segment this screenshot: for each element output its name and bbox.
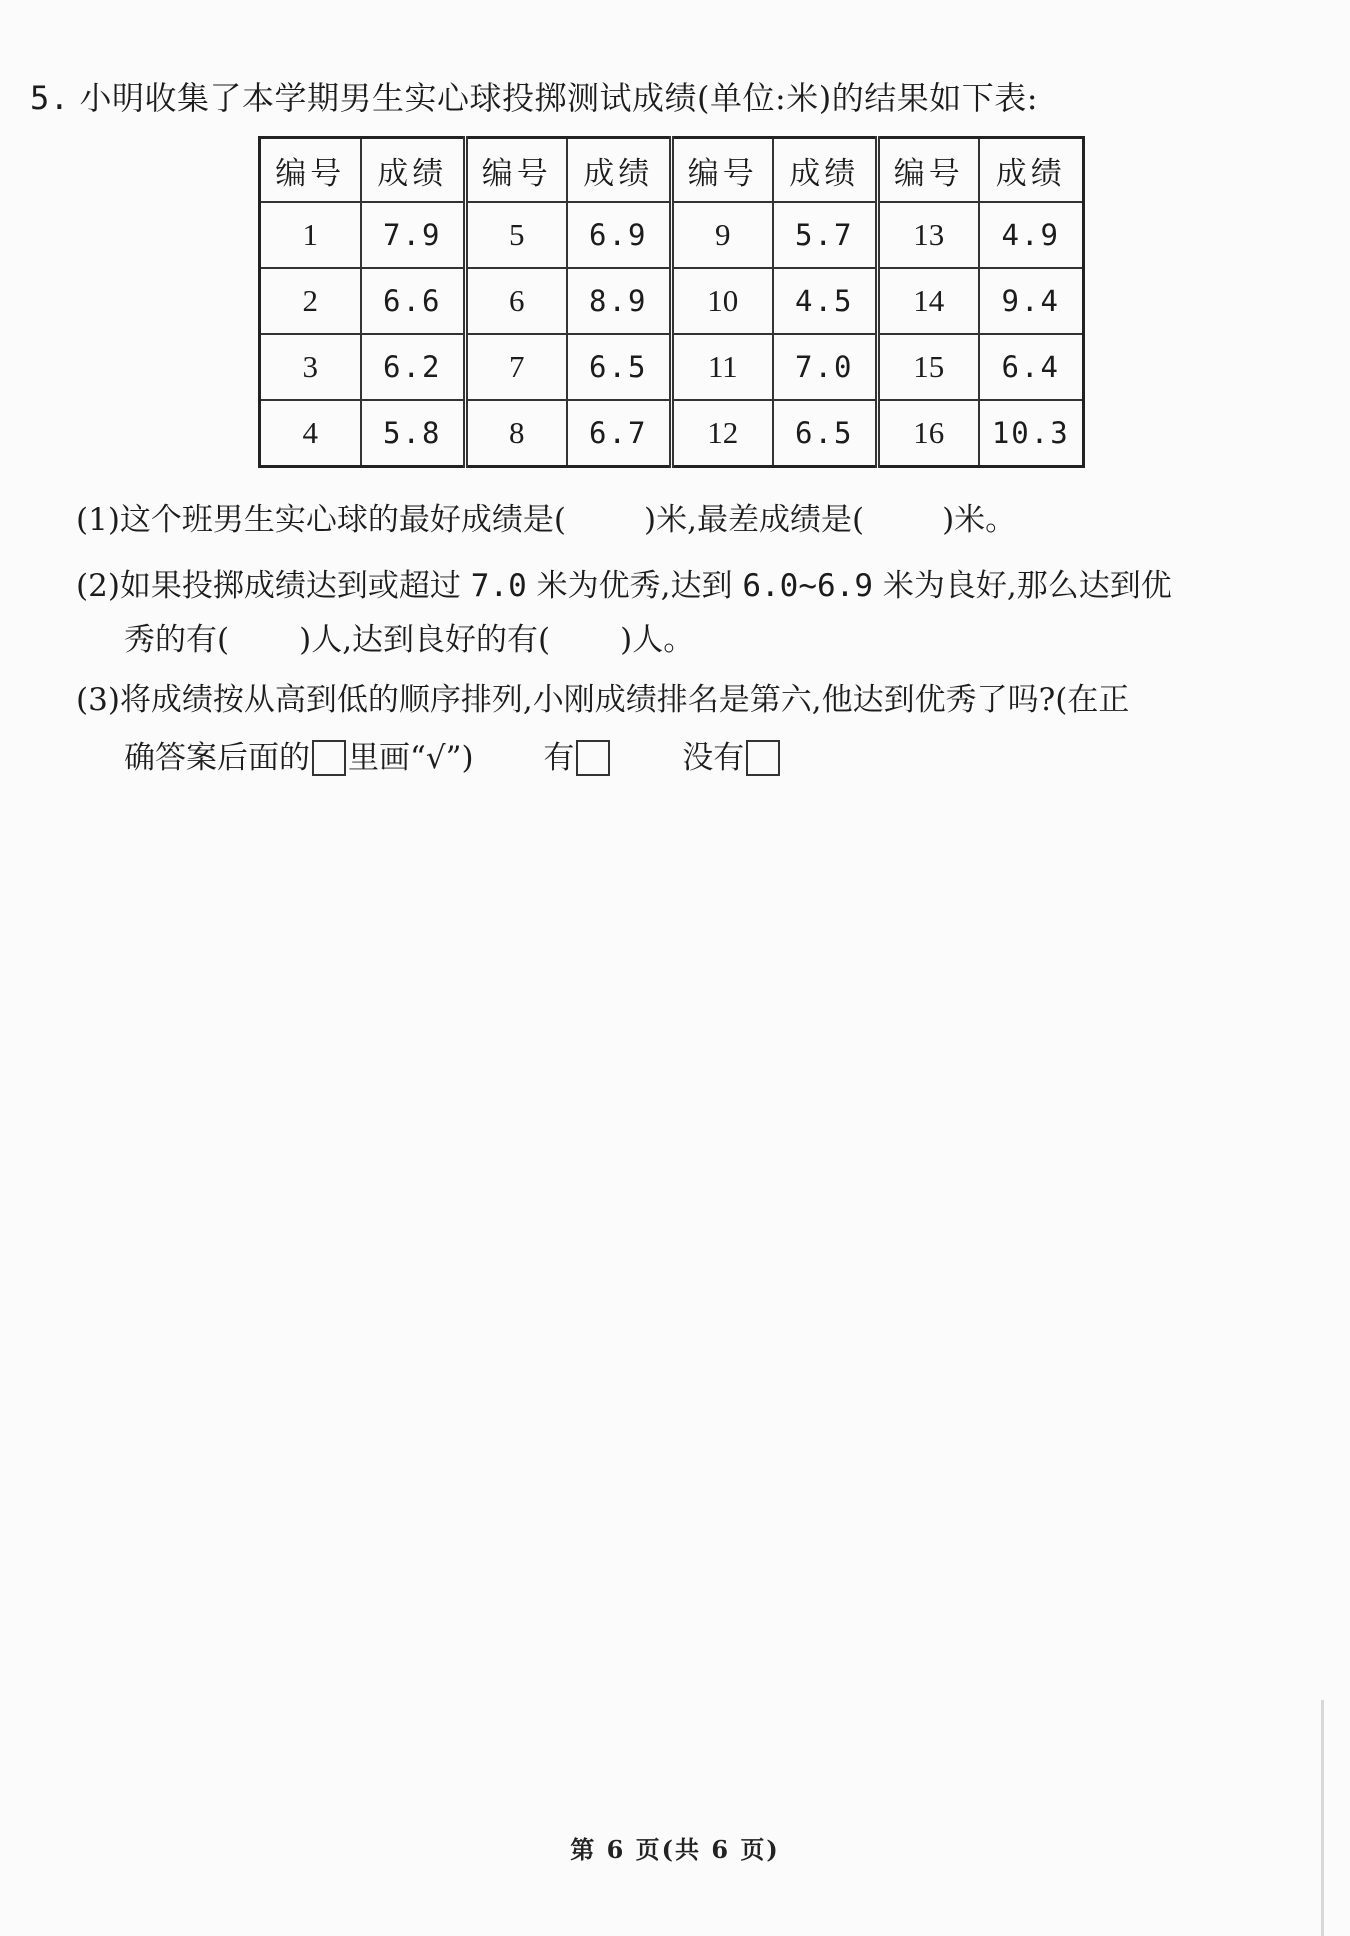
sub-question-1-text-b: )米,最差成绩是( — [644, 502, 865, 538]
cell-score: 8.9 — [567, 268, 672, 334]
option-yes-checkbox[interactable] — [576, 740, 610, 776]
sub-question-3-line-2 — [124, 738, 782, 778]
cell-id: 6 — [466, 268, 567, 334]
sub-question-1-label: (1) — [76, 502, 120, 538]
header-id: 编号 — [260, 138, 361, 203]
header-id: 编号 — [466, 138, 567, 203]
sub-question-3-text-b: 确答案后面的 — [124, 740, 310, 776]
sub-question-2-text-c: 米为良好,那么达到优 — [882, 568, 1172, 604]
cell-score: 6.5 — [773, 400, 878, 467]
cell-id: 3 — [260, 334, 361, 400]
sub-question-2 — [76, 566, 1172, 606]
sub-question-3-text-c: 里画“√”) — [348, 740, 474, 776]
sub-question-3-label: (3) — [76, 682, 120, 718]
table-row — [260, 268, 1084, 334]
cell-score: 6.9 — [567, 202, 672, 268]
cell-score: 7.0 — [773, 334, 878, 400]
cell-id: 7 — [466, 334, 567, 400]
cell-id: 10 — [672, 268, 773, 334]
sub-question-3 — [76, 680, 1129, 720]
cell-score: 5.7 — [773, 202, 878, 268]
cell-score: 5.8 — [361, 400, 466, 467]
header-score: 成绩 — [567, 138, 672, 203]
option-no — [682, 738, 782, 778]
cell-id: 15 — [878, 334, 979, 400]
option-no-label: 没有 — [682, 740, 745, 776]
cell-id: 9 — [672, 202, 773, 268]
cell-id: 11 — [672, 334, 773, 400]
question-text: 小明收集了本学期男生实心球投掷测试成绩(单位:米)的结果如下表: — [79, 79, 1039, 117]
header-score: 成绩 — [979, 138, 1084, 203]
question-title — [30, 78, 1038, 118]
cell-score: 4.5 — [773, 268, 878, 334]
sub-question-1-text-c: )米。 — [942, 502, 1017, 538]
cell-score: 6.7 — [567, 400, 672, 467]
page-edge — [1321, 1700, 1324, 1936]
sub-question-1 — [76, 500, 1016, 540]
sub-question-1-text-a: 这个班男生实心球的最好成绩是( — [119, 502, 567, 538]
example-checkbox — [312, 740, 346, 776]
header-score: 成绩 — [773, 138, 878, 203]
cell-id: 16 — [878, 400, 979, 467]
sub-question-2-text-b: 米为优秀,达到 — [536, 568, 733, 604]
option-no-checkbox[interactable] — [746, 740, 780, 776]
cell-id: 2 — [260, 268, 361, 334]
good-range: 6.0~6.9 — [742, 568, 874, 604]
header-score: 成绩 — [361, 138, 466, 203]
question-number: 5. — [30, 79, 70, 117]
table-row — [260, 334, 1084, 400]
sub-question-2-line-2 — [124, 620, 694, 660]
cell-score: 7.9 — [361, 202, 466, 268]
page-footer: 第 6 页(共 6 页) — [570, 1835, 780, 1864]
cell-score: 9.4 — [979, 268, 1084, 334]
cell-id: 5 — [466, 202, 567, 268]
cell-id: 4 — [260, 400, 361, 467]
header-id: 编号 — [878, 138, 979, 203]
cell-score: 6.4 — [979, 334, 1084, 400]
cell-score: 6.6 — [361, 268, 466, 334]
sub-question-2-text-d: 秀的有( — [124, 622, 230, 658]
table-row — [260, 202, 1084, 268]
sub-question-2-text-e: )人,达到良好的有( — [299, 622, 551, 658]
cell-id: 13 — [878, 202, 979, 268]
option-yes — [543, 738, 612, 778]
cell-score: 6.2 — [361, 334, 466, 400]
cell-score: 4.9 — [979, 202, 1084, 268]
cell-score: 10.3 — [979, 400, 1084, 467]
option-yes-label: 有 — [543, 740, 575, 776]
sub-question-3-text-a: 将成绩按从高到低的顺序排列,小刚成绩排名是第六,他达到优秀了吗?(在正 — [119, 682, 1130, 718]
sub-question-2-text-f: )人。 — [620, 622, 695, 658]
table-header-row — [260, 138, 1084, 203]
sub-question-2-label: (2) — [76, 568, 120, 604]
cell-id: 12 — [672, 400, 773, 467]
table-row — [260, 400, 1084, 467]
sub-question-2-text-a: 如果投掷成绩达到或超过 — [119, 568, 461, 604]
excellent-threshold: 7.0 — [470, 568, 527, 604]
score-table — [258, 136, 1085, 468]
cell-id: 1 — [260, 202, 361, 268]
cell-id: 8 — [466, 400, 567, 467]
header-id: 编号 — [672, 138, 773, 203]
cell-id: 14 — [878, 268, 979, 334]
cell-score: 6.5 — [567, 334, 672, 400]
